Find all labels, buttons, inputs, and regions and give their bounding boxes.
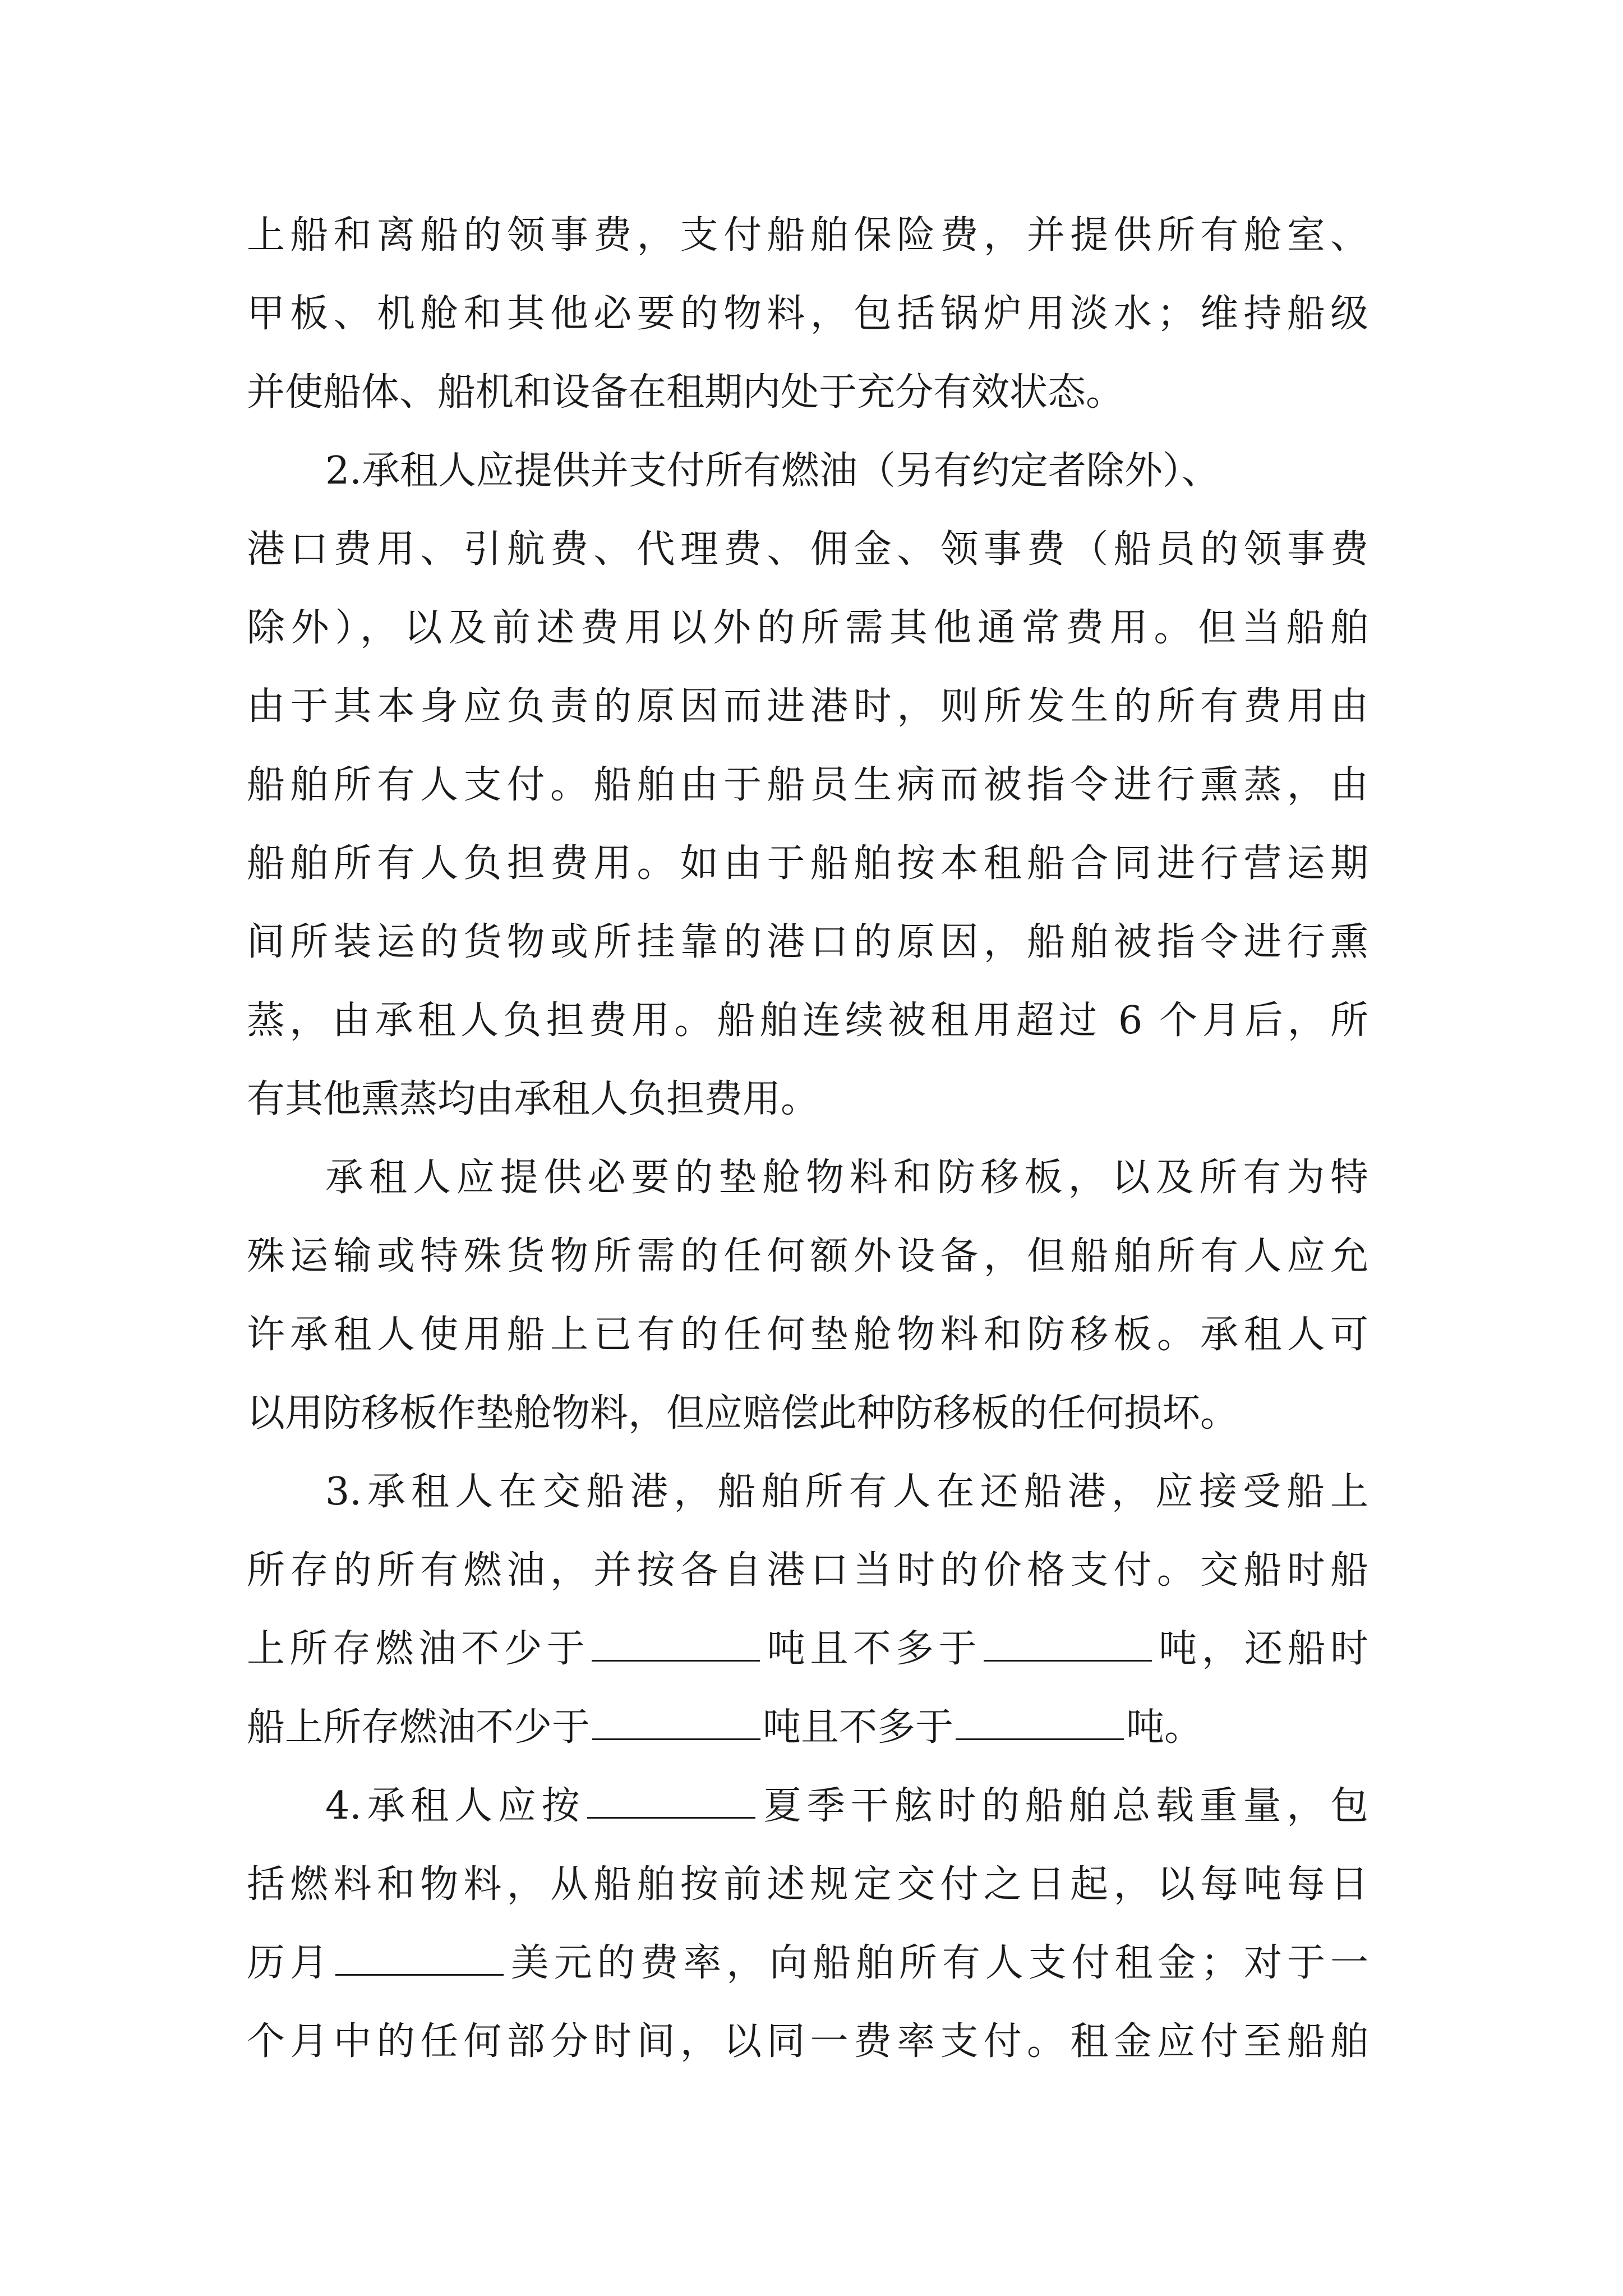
text-line: 括燃料和物料，从船舶按前述规定交付之日起，以每吨每日 [247,1862,1368,1907]
text-segment: 吨且不多于 [762,1627,981,1671]
text-line-with-blanks [247,1924,1368,2003]
text-segment: 历月 [247,1941,333,1985]
text-line: 港口费用、引航费、代理费、佣金、领事费（船员的领事费 [247,527,1368,572]
fill-in-blank[interactable] [335,1972,504,1976]
text-segment: 上所存燃油不少于 [247,1627,590,1671]
text-segment: 4.承租人应按 [325,1784,585,1828]
clause-2-heading-line: 2.承租人应提供并支付所有燃油（另有约定者除外）、 [325,449,1220,493]
fill-in-blank[interactable] [984,1658,1152,1662]
text-line: 甲板、机舱和其他必要的物料，包括锅炉用淡水；维持船级 [247,292,1368,336]
text-line: 除外），以及前述费用以外的所需其他通常费用。但当船舶 [247,606,1368,650]
clause-3-heading-line: 3.承租人在交船港，船舶所有人在还船港，应接受船上 [325,1470,1368,1514]
text-line: 上船和离船的领事费，支付船舶保险费，并提供所有舱室、 [247,213,1368,257]
text-line-with-blanks [247,1610,1368,1688]
text-segment: 吨。 [1126,1705,1203,1750]
text-line: 许承租人使用船上已有的任何垫舱物料和防移板。承租人可 [247,1313,1368,1357]
text-line: 船舶所有人支付。船舶由于船员生病而被指令进行熏蒸，由 [247,763,1368,807]
text-line: 所存的所有燃油，并按各自港口当时的价格支付。交船时船 [247,1548,1368,1593]
text-line: 个月中的任何部分时间，以同一费率支付。租金应付至船舶 [247,2019,1368,2064]
text-segment: 船上所存燃油不少于 [247,1705,591,1750]
fill-in-blank[interactable] [592,1658,760,1662]
paragraph-start-line: 承租人应提供必要的垫舱物料和防移板，以及所有为特 [325,1156,1368,1200]
text-line: 船舶所有人负担费用。如由于船舶按本租船合同进行营运期 [247,841,1368,886]
fill-in-blank[interactable] [587,1815,755,1819]
text-line-with-blanks [247,1688,1368,1767]
text-line: 蒸，由承租人负担费用。船舶连续被租用超过 6 个月后，所 [247,999,1368,1043]
text-segment: 美元的费率，向船舶所有人支付租金；对于一 [505,1941,1368,1985]
text-line: 殊运输或特殊货物所需的任何额外设备，但船舶所有人应允 [247,1234,1368,1278]
text-line: 间所装运的货物或所挂靠的港口的原因，船舶被指令进行熏 [247,920,1368,964]
text-segment: 吨且不多于 [763,1705,954,1750]
text-line: 由于其本身应负责的原因而进港时，则所发生的所有费用由 [247,684,1368,729]
text-line: 以用防移板作垫舱物料，但应赔偿此种防移板的任何损坏。 [247,1391,1239,1435]
text-line: 有其他熏蒸均由承租人负担费用。 [247,1077,819,1121]
text-segment: 夏季干舷时的船舶总载重量，包 [758,1784,1368,1828]
fill-in-blank[interactable] [592,1736,760,1740]
text-segment: 吨，还船时 [1154,1627,1368,1671]
fill-in-blank[interactable] [956,1736,1124,1740]
contract-body [247,196,1368,2081]
clause-4-heading-line [247,1767,1368,1846]
text-line: 并使船体、船机和设备在租期内处于充分有效状态。 [247,370,1124,415]
